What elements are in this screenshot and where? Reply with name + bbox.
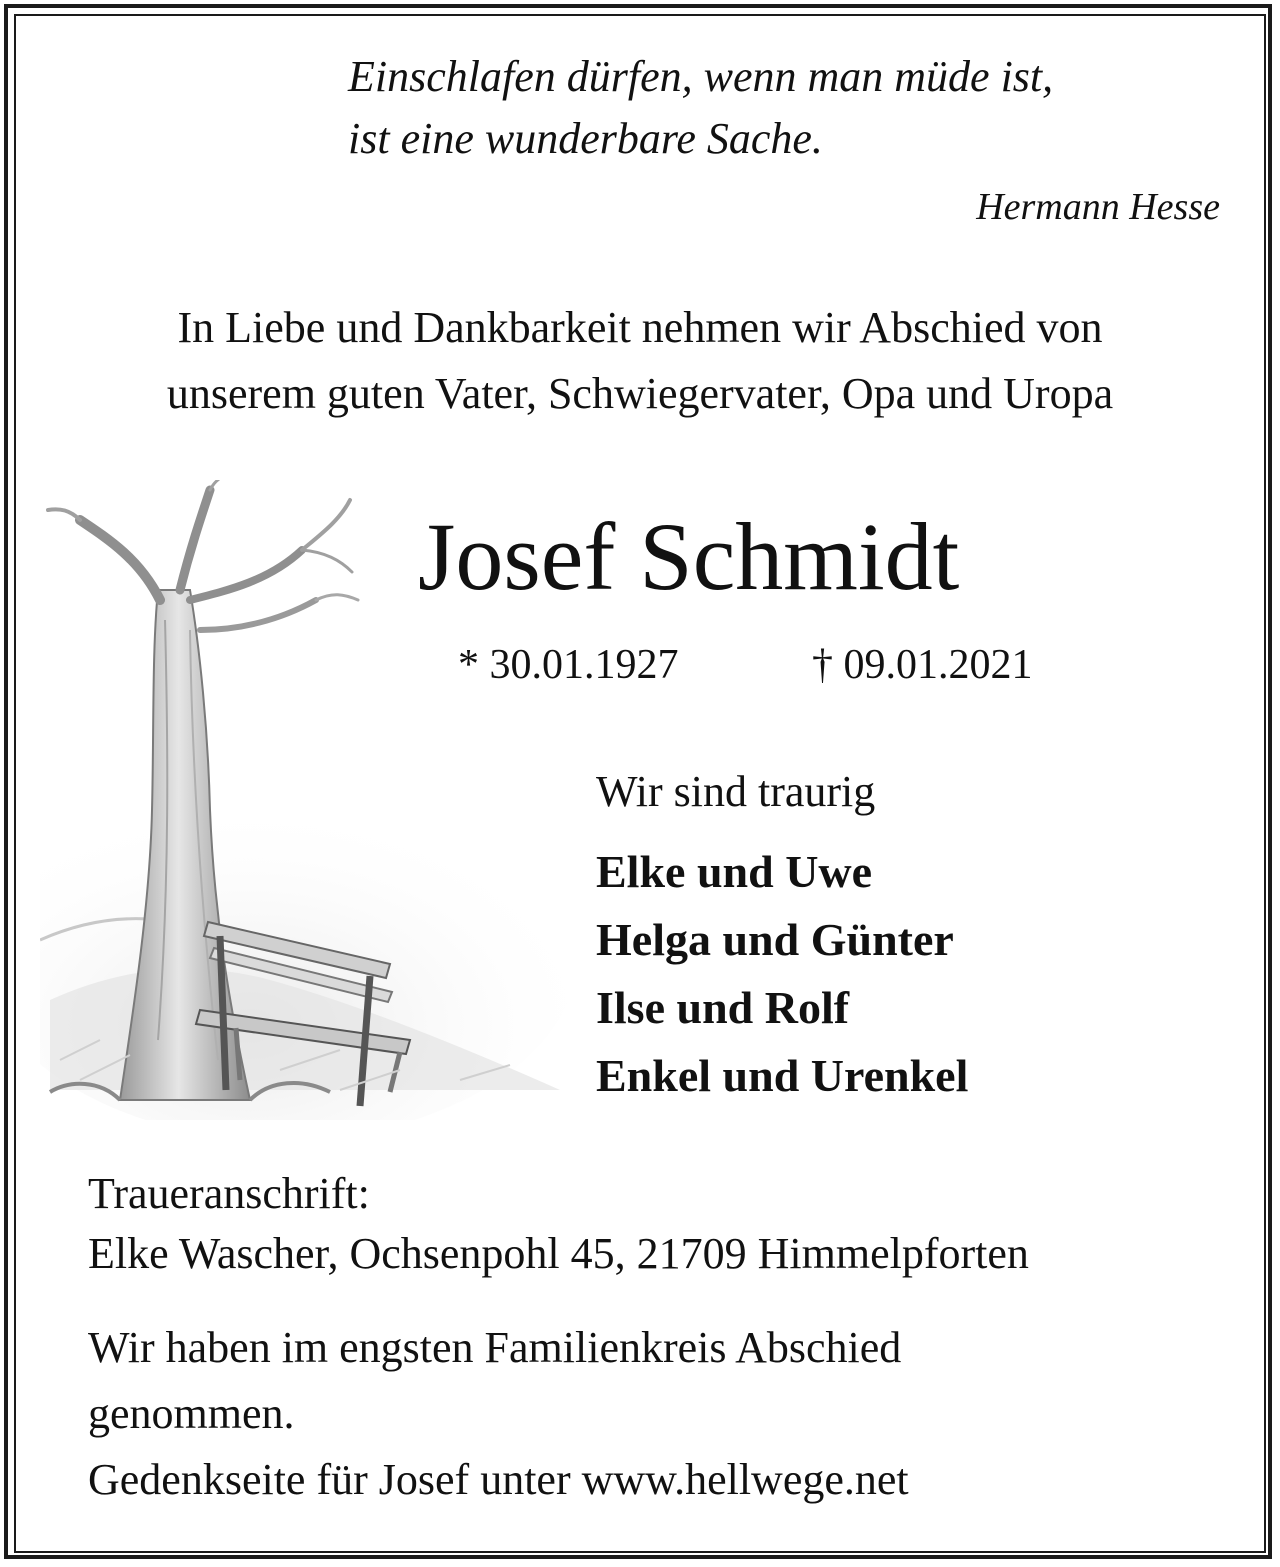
address-line: Elke Wascher, Ochsenpohl 45, 21709 Himmelpforten [88,1229,1029,1278]
note-line-2: genommen. [88,1389,295,1438]
mourner-name: Enkel und Urenkel [596,1050,969,1101]
intro-line-1: In Liebe und Dankbarkeit nehmen wir Abschied von [177,303,1103,352]
death-date: † 09.01.2021 [812,642,1033,688]
mourners-heading: Wir sind traurig [596,767,876,816]
mourner-name: Elke und Uwe [596,846,873,897]
address-label: Traueranschrift: [88,1169,370,1218]
memorial-page-line: Gedenkseite für Josef unter www.hellwege.net [88,1455,909,1504]
intro-line-2: unserem guten Vater, Schwiegervater, Opa und Uropa [166,369,1114,418]
note-line-1: Wir haben im engsten Familienkreis Abschied [88,1323,902,1372]
birth-date: * 30.01.1927 [458,642,679,688]
quote-line-2: ist eine wunderbare Sache. [348,114,823,163]
quote-line-1: Einschlafen dürfen, wenn man müde ist, [348,52,1054,101]
deceased-name: Josef Schmidt [418,503,960,610]
mourner-name: Helga und Günter [596,914,954,965]
mourner-name: Ilse und Rolf [596,982,850,1033]
quote-author: Hermann Hesse [976,186,1220,228]
